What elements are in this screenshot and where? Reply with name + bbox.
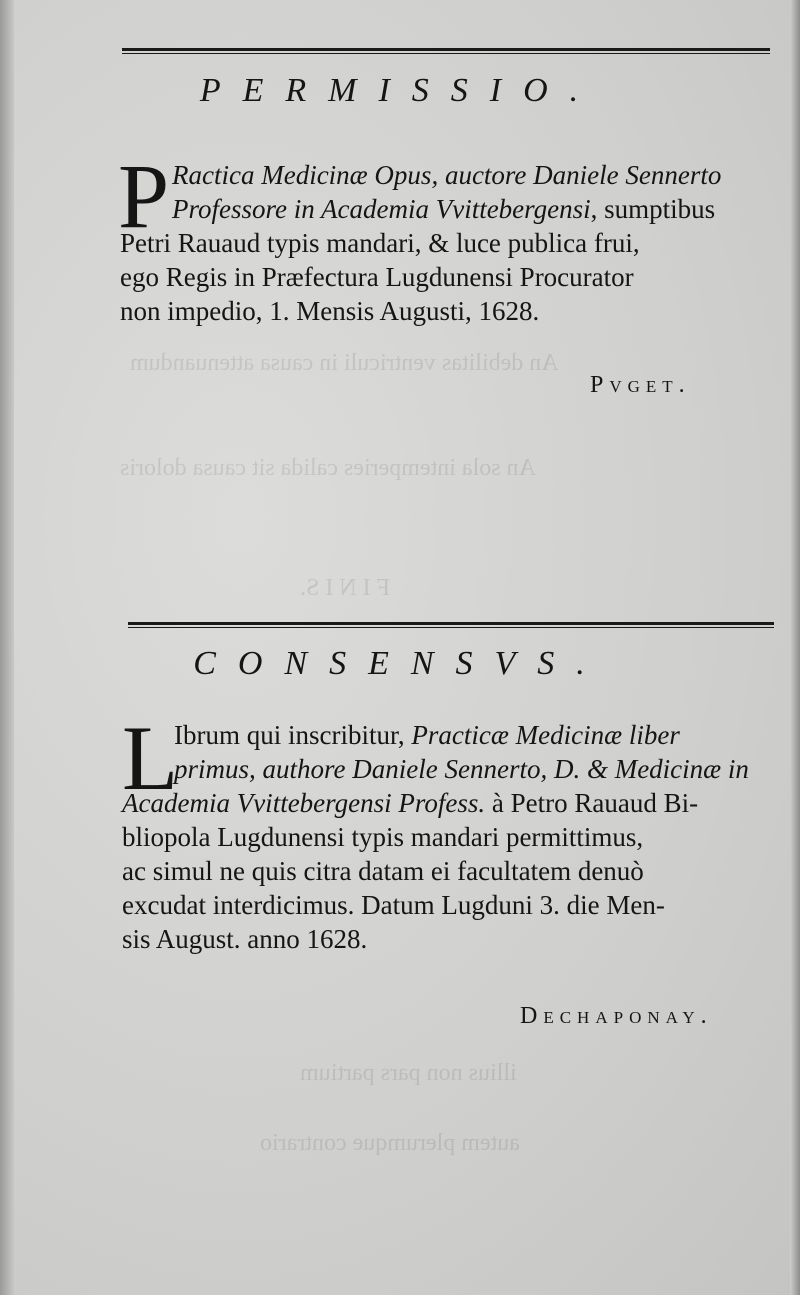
consensus-heading: CONSENSVS.: [193, 645, 607, 682]
permissio-dropcap: P: [118, 145, 170, 247]
show-through-text: autem plerumque contrario: [260, 1130, 520, 1156]
consensus-signature: Dechaponay.: [520, 1003, 713, 1029]
show-through-text: An sola intemperies calida sit causa doloris: [120, 455, 536, 481]
consensus-line: excudat interdicimus. Datum Lugduni 3. die Men-: [122, 890, 665, 920]
permissio-line: ego Regis in Præfectura Lugdunensi Procurator: [120, 262, 634, 292]
show-through-text: F I N I S.: [300, 575, 391, 601]
show-through-text: An debilitas ventriculi in causa attenuandum: [130, 350, 559, 376]
consensus-line: primus, authore Daniele Sennerto, D. & Medicinæ in: [174, 754, 749, 784]
consensus-line: ac simul ne quis citra datam ei facultatem denuò: [122, 856, 644, 886]
consensus-line: bliopola Lugdunensi typis mandari permittimus,: [122, 822, 644, 852]
permissio-heading: PERMISSIO.: [199, 72, 601, 109]
permissio-line: Ractica Medicinæ Opus, auctore Daniele Sennerto: [172, 160, 722, 190]
permissio-signature: Pvget.: [590, 372, 691, 398]
permissio-line: non impedio, 1. Mensis Augusti, 1628.: [120, 296, 540, 326]
consensus-dropcap: L: [122, 707, 179, 809]
consensus-line: Academia Vvittebergensi Profess. à Petro Rauaud Bi-: [122, 788, 699, 818]
permissio-line: Professore in Academia Vvittebergensi, sumptibus: [172, 194, 716, 224]
consensus-line: sis August. anno 1628.: [122, 924, 368, 954]
top-rule: [122, 48, 770, 54]
permissio-line: Petri Rauaud typis mandari, & luce publica frui,: [120, 228, 640, 258]
permissio-paragraph: [120, 158, 790, 328]
consensus-paragraph: [122, 718, 792, 956]
consensus-line: Ibrum qui inscribitur, Practicæ Medicinæ liber: [174, 720, 680, 750]
show-through-text: illius non pars partium: [300, 1060, 517, 1086]
middle-rule: [128, 622, 774, 628]
